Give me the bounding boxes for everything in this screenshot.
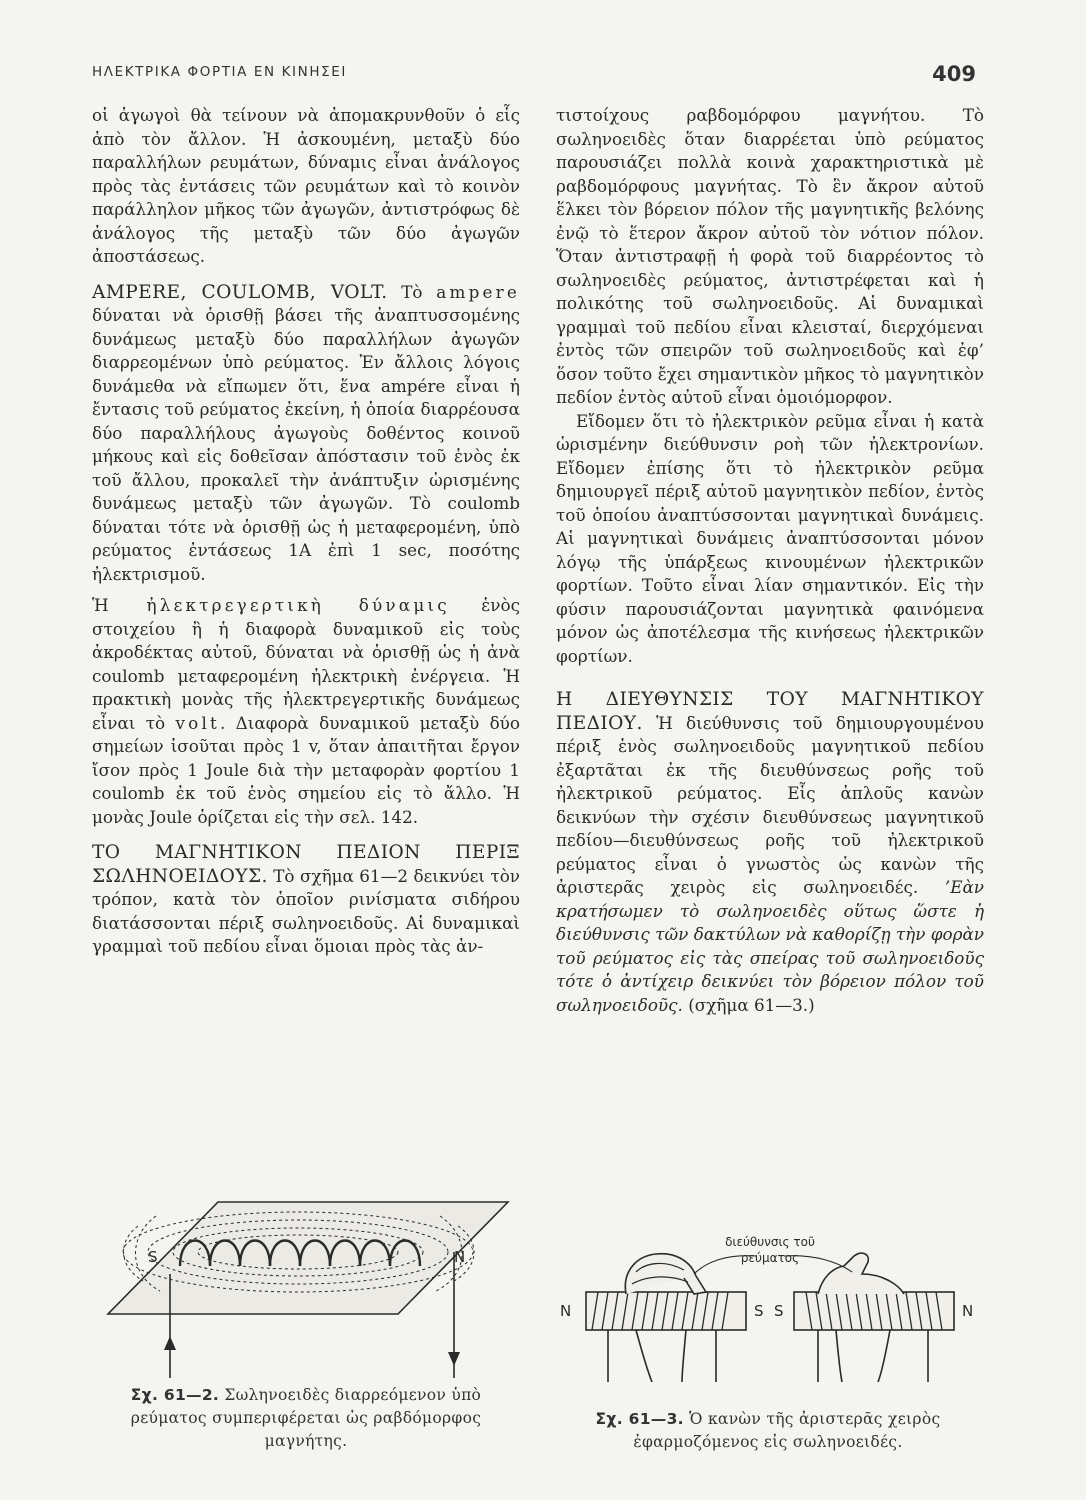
right-column bbox=[556, 104, 984, 1017]
section-heading: Η ΔΙΕΥΘΥΝΣΙΣ ΤΟΥ ΜΑΓΝΗΤΙΚΟΥ ΠΕΔΙΟΥ. bbox=[556, 689, 984, 734]
left-hand-rule-figure bbox=[556, 1232, 984, 1382]
pole-label-s-left: S bbox=[754, 1302, 764, 1320]
pole-label-n-right: N bbox=[962, 1302, 974, 1320]
spaced-term: volt bbox=[175, 712, 220, 733]
pole-label-n-left: N bbox=[560, 1302, 572, 1320]
current-direction-label: διεύθυνσις τοῦ bbox=[725, 1235, 815, 1249]
rule-italic: ’Εὰν κρατήσωμεν τὸ σωληνοειδὲς οὕτως ὥστε ἡ διεύθυνσις τῶν δακτύλων νὰ καθορίζῃ τὴν φορὰν τοῦ ρεύματος εἰς τὰς σπείρας τοῦ σωληνοειδοῦς τότε ὁ ἀντίχειρ δεικνύει τὸν βόρειον πόλον τοῦ σωληνοειδοῦς. bbox=[556, 877, 984, 1015]
section-heading: AMPERE, COULOMB, VOLT. bbox=[92, 281, 388, 303]
spaced-term: Ἡ ἠλεκτρεγερτικὴ δύναμις bbox=[92, 595, 450, 615]
section-heading: ΤΟ ΜΑΓΝΗΤΙΚΟΝ ΠΕΔΙΟΝ ΠΕΡΙΞ ΣΩΛΗΝΟΕΙΔΟΥΣ. bbox=[92, 842, 520, 887]
figure-caption-61-2: Σχ. 61—2. Σωληνοειδὲς διαρρεόμενον ὑπὸ ρεύματος συμπεριφέρεται ὡς ραβδόμορφος μαγνήτης. bbox=[130, 1386, 482, 1450]
left-column bbox=[92, 104, 520, 959]
paragraph: Ἡ ἠλεκτρεγερτικὴ δύναμις ἑνὸς στοιχείου ἢ ἡ διαφορὰ δυναμικοῦ εἰς τοὺς ἀκροδέκτας αὐτοῦ, δύναται νὰ ὁρισθῇ ὡς ἡ ἀνὰ coulomb μεταφερομένη ἠλεκτρικὴ ἐνέργεια. Ἡ πρακτικὴ μονὰς τῆς ἠλεκτρεγερτικῆς δυνάμεως εἶναι τὸ volt. Διαφορὰ δυναμικοῦ μεταξὺ δύο σημείων ἰσοῦται πρὸς 1 v, ὅταν ἀπαιτῆται ἔργον ἴσον πρὸς 1 Joule διὰ τὴν μεταφορὰν φορτίου 1 coulomb ἐκ τοῦ ἑνὸς σημείου εἰς τὸ ἄλλο. Ἡ μονὰς Joule ὁρίζεται εἰς τὴν σελ. 142. bbox=[92, 595, 520, 827]
spaced-term: ampere bbox=[436, 281, 520, 302]
page-number: 409 bbox=[932, 62, 976, 86]
paragraph: ΤΟ ΜΑΓΝΗΤΙΚΟΝ ΠΕΔΙΟΝ ΠΕΡΙΞ ΣΩΛΗΝΟΕΙΔΟΥΣ. Τὸ σχῆμα 61—2 δεικνύει τὸν τρόπον, κατὰ τὸν ὁποῖον ρινίσματα σιδήρου διατάσσονται πέριξ σωληνοειδοῦς. Αἱ δυναμικαὶ γραμμαὶ τοῦ πεδίου εἶναι ὅμοιαι πρὸς τὰς ἀν- bbox=[92, 842, 520, 956]
running-title: ΗΛΕΚΤΡΙΚΑ ΦΟΡΤΙΑ ΕΝ ΚΙΝΗΣΕΙ bbox=[92, 64, 347, 80]
solenoid-figure bbox=[98, 1196, 520, 1382]
paragraph: τιστοίχους ραβδομόρφου μαγνήτου. Τὸ σωληνοειδὲς ὅταν διαρρέεται ὑπὸ ρεύματος παρουσιάζει πολλὰ κοινὰ χαρακτηριστικὰ μὲ ραβδομόρφους μαγνήτας. Τὸ ἓν ἄκρον αὐτοῦ ἕλκει τὸν βόρειον πόλον τῆς μαγνητικῆς βελόνης ἐνῷ τὸ ἕτερον ἄκρον αὐτοῦ τὸν νότιον πόλον. Ὅταν ἀντιστραφῇ ἡ φορὰ τοῦ διαρρέοντος τὸ σωληνοειδὲς ρεύματος, ἀντιστρέφεται καὶ ἡ πολικότης τοῦ σωληνοειδοῦς. Αἱ δυναμικαὶ γραμμαὶ τοῦ πεδίου εἶναι κλεισταί, διερχόμεναι ἐντὸς τῶν σπειρῶν τοῦ σωληνοειδοῦς καὶ ἐφ’ ὅσον τοῦτο ἔχει σημαντικὸν μῆκος τὸ μαγνητικὸν πεδίον ἐντὸς αὐτοῦ εἶναι ὁμοιόμορφον. bbox=[556, 105, 984, 407]
paragraph: Η ΔΙΕΥΘΥΝΣΙΣ ΤΟΥ ΜΑΓΝΗΤΙΚΟΥ ΠΕΔΙΟΥ. Ἡ διεύθυνσις τοῦ δημιουργουμένου πέριξ ἑνὸς σωληνοειδοῦς μαγνητικοῦ πεδίου ἐξαρτᾶται ἐκ τῆς διευθύνσεως ροῆς τοῦ ἠλεκτρικοῦ ρεύματος. Εἷς ἁπλοῦς κανὼν δεικνύων τὴν σχέσιν διευθύνσεως μαγνητικοῦ πεδίου—διευθύνσεως ροῆς τοῦ ἠλεκτρικοῦ ρεύματος εἶναι ὁ γνωστὸς ὡς κανὼν τῆς ἀριστερᾶς χειρὸς εἰς σωληνοειδές. ’Εὰν κρατήσωμεν τὸ σωληνοειδὲς οὕτως ὥστε ἡ διεύθυνσις τῶν δακτύλων νὰ καθορίζῃ τὴν φορὰν τοῦ ρεύματος εἰς τὰς σπείρας τοῦ σωληνοειδοῦς τότε ὁ ἀντίχειρ δεικνύει τὸν βόρειον πόλον τοῦ σωληνοειδοῦς. (σχῆμα 61—3.) bbox=[556, 689, 984, 1015]
pole-label-s: S bbox=[148, 1248, 158, 1266]
page-header bbox=[92, 60, 976, 100]
paragraph: AMPERE, COULOMB, VOLT. Τὸ ampere δύναται νὰ ὁρισθῇ βάσει τῆς ἀναπτυσσομένης δυνάμεως μεταξὺ δύο παραλλήλων ἀγωγῶν διαρρεομένων ὑπὸ ρεύματος. Ἐν ἄλλοις λόγοις δυνάμεθα νὰ εἴπωμεν ὅτι, ἕνα ampére εἶναι ἡ ἔντασις τοῦ ρεύματος ἐκείνη, ἡ ὁποία διαρρέουσα δύο παραλλήλους ἀγωγοὺς δοθέντος κοινοῦ μήκους καὶ εἰς δοθεῖσαν ἀπόστασιν τοῦ ἑνὸς ἐκ τοῦ ἄλλου, προκαλεῖ τὴν ἀνάπτυξιν ὡρισμένης δυνάμεως μεταξὺ τῶν ἀγωγῶν. Τὸ coulomb δύναται τότε νὰ ὁρισθῇ ὡς ἡ μεταφερομένη, ὑπὸ ρεύματος ἐντάσεως 1A ἐπὶ 1 sec, ποσότης ἠλεκτρισμοῦ. bbox=[92, 281, 520, 584]
paragraph: Εἴδομεν ὅτι τὸ ἠλεκτρικὸν ρεῦμα εἶναι ἡ κατὰ ὡρισμένην διεύθυνσιν ροὴ τῶν ἠλεκτρονίων. Εἴδομεν ἐπίσης ὅτι τὸ ἠλεκτρικὸν ρεῦμα δημιουργεῖ πέριξ αὐτοῦ μαγνητικὸν πεδίον, ἐντὸς τοῦ ὁποίου ἀναπτύσσονται μαγνητικαὶ δυνάμεις. Αἱ μαγνητικαὶ δυνάμεις ἀναπτύσσονται μόνον λόγῳ τῆς ὑπάρξεως κινουμένων ἠλεκτρικῶν φορτίων. Τοῦτο εἶναι λίαν σημαντικόν. Εἰς τὴν φύσιν παρουσιάζονται μαγνητικὰ φαινόμενα μόνον ὡς ἀποτέλεσμα τῆς κινήσεως ἠλεκτρικῶν φορτίων. bbox=[556, 410, 984, 666]
pole-label-n: N bbox=[454, 1248, 466, 1266]
pole-label-s-right: S bbox=[774, 1302, 784, 1320]
paragraph: οἱ ἀγωγοὶ θὰ τείνουν νὰ ἀπομακρυνθοῦν ὁ εἷς ἀπὸ τὸν ἄλλον. Ἡ ἀσκουμένη, μεταξὺ δύο παραλλήλων ρευμάτων, δύναμις εἶναι ἀνάλογος πρὸς τὰς ἐντάσεις τῶν ρευμάτων καὶ τὸ κοινὸν παράλληλον μῆκος τῶν ἀγωγῶν, ἀντιστρόφως δὲ ἀνάλογος τῆς μεταξὺ τῶν δύο ἀγωγῶν ἀποστάσεως. bbox=[92, 105, 520, 266]
current-direction-label-2: ρεύματος bbox=[740, 1251, 800, 1265]
figure-caption-61-3: Σχ. 61—3. Ὁ κανὼν τῆς ἀριστερᾶς χειρὸς ἐφαρμοζόμενος εἰς σωληνοειδές. bbox=[595, 1410, 941, 1451]
